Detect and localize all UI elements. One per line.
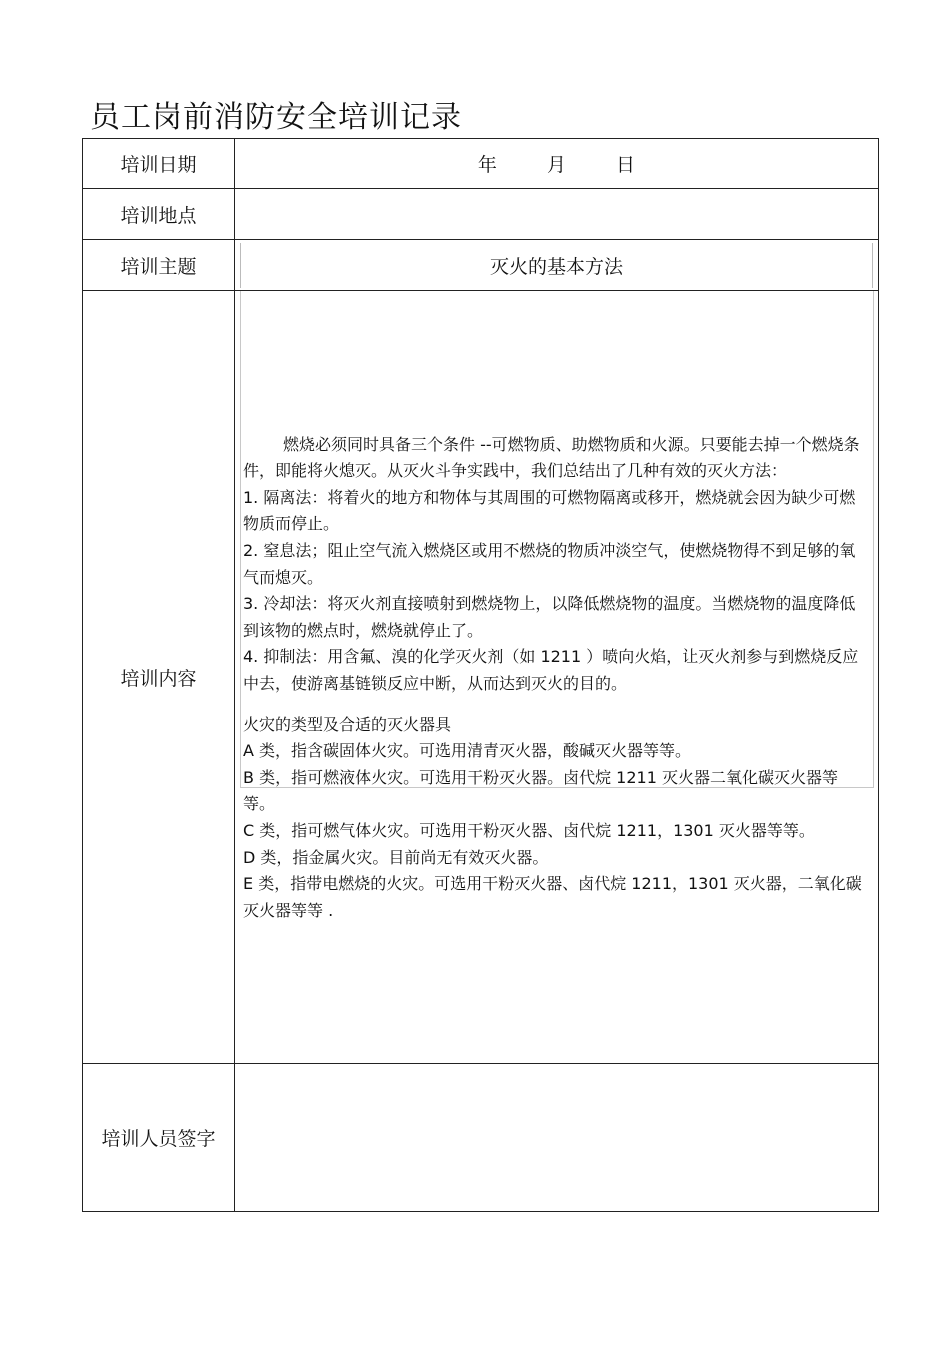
method-item: 4. 抑制法：用含氟、溴的化学灭火剂（如 1211 ）喷向火焰，让灭火剂参与到燃烧反应中去，使游离基链锁反应中断，从而达到灭火的目的。 (243, 647, 859, 693)
page-title: 员工岗前消防安全培训记录 (90, 100, 462, 135)
fire-type-item: D 类，指金属火灾。目前尚无有效灭火器。 (243, 847, 549, 867)
place-label: 培训地点 (83, 189, 235, 240)
place-row (83, 189, 879, 240)
topic-row (83, 240, 879, 291)
intro-paragraph: 燃烧必须同时具备三个条件 --可燃物质、助燃物质和火源。只要能去掉一个燃烧条件，即能将火熄灭。从灭火斗争实践中，我们总结出了几种有效的灭火方法： (243, 434, 860, 481)
fire-type-item: E 类，指带电燃烧的火灾。可选用干粉灭火器、卤代烷 1211，1301 灭火器，二氧化碳灭火器等等 . (243, 874, 862, 920)
fire-type-item: A 类，指含碳固体火灾。可选用清青灭火器，酸碱灭火器等等。 (243, 741, 692, 761)
date-label: 培训日期 (83, 139, 235, 189)
fire-type-item: B 类，指可燃液体火灾。可选用干粉灭火器。卤代烷 1211 灭火器二氧化碳灭火器等等。 (243, 767, 838, 814)
method-item: 3. 冷却法：将灭火剂直接喷射到燃烧物上，以降低燃烧物的温度。当燃烧物的温度降低到该物的燃点时，燃烧就停止了。 (243, 594, 856, 640)
date-field[interactable] (235, 139, 879, 189)
signature-field[interactable] (235, 1064, 879, 1212)
content-text (235, 430, 878, 925)
place-field[interactable] (235, 189, 879, 240)
year-label: 年 (477, 154, 497, 176)
content-row (83, 291, 879, 1064)
method-item: 1. 隔离法：将着火的地方和物体与其周围的可燃物隔离或移开，燃烧就会因为缺少可燃物质而停止。 (243, 487, 856, 534)
topic-label: 培训主题 (83, 240, 235, 291)
fire-types-heading: 火灾的类型及合适的灭火器具 (243, 714, 452, 734)
signature-row (83, 1064, 879, 1212)
signature-label: 培训人员签字 (83, 1064, 235, 1212)
content-label: 培训内容 (83, 291, 235, 1064)
topic-value: 灭火的基本方法 (240, 243, 873, 288)
content-field[interactable] (235, 291, 879, 1064)
date-row (83, 139, 879, 189)
month-label: 月 (546, 154, 566, 176)
training-record-table (82, 138, 879, 1212)
method-item: 2. 窒息法；阻止空气流入燃烧区或用不燃烧的物质冲淡空气，使燃烧物得不到足够的氧气而熄灭。 (243, 541, 856, 587)
day-label: 日 (616, 154, 636, 176)
topic-field[interactable] (235, 240, 879, 291)
fire-type-item: C 类，指可燃气体火灾。可选用干粉灭火器、卤代烷 1211，1301 灭火器等等。 (243, 820, 815, 840)
